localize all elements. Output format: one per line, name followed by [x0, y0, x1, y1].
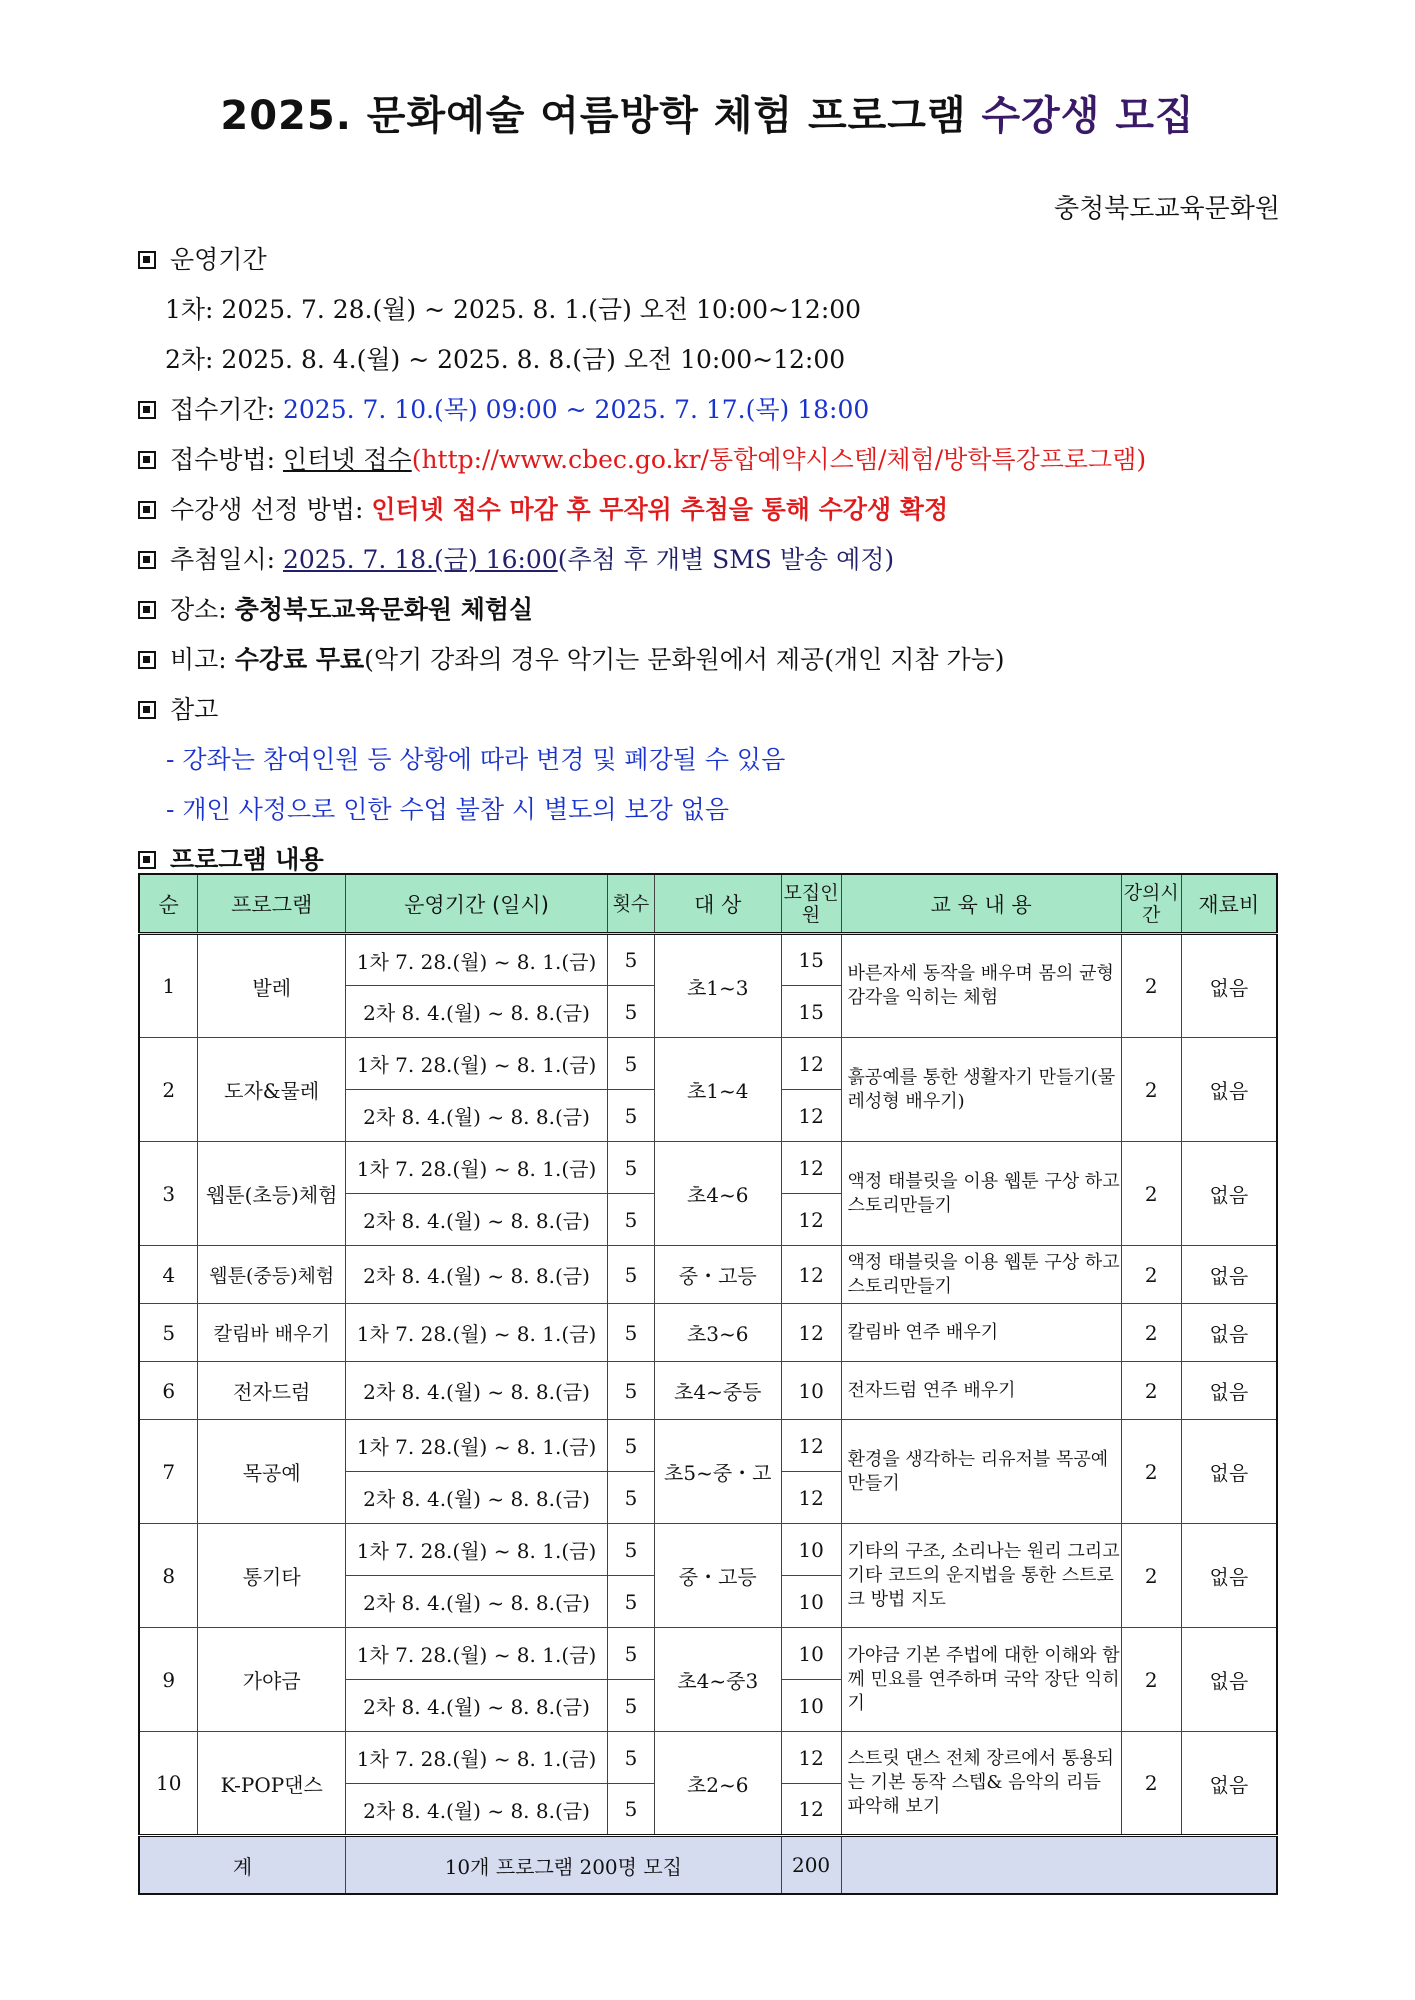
section-period: 운영기간: [138, 240, 267, 276]
cell-count: 5: [607, 1362, 654, 1420]
table-total-row: [139, 1836, 1277, 1895]
cell-period: 2차 8. 4.(월) ~ 8. 8.(금): [346, 1576, 608, 1628]
cell-content: 전자드럼 연주 배우기: [841, 1362, 1121, 1420]
cell-period: 1차 7. 28.(월) ~ 8. 1.(금): [346, 1304, 608, 1362]
cell-no: 2: [139, 1038, 198, 1142]
cell-fee: 없음: [1181, 1420, 1277, 1524]
cell-hours: 2: [1121, 1524, 1181, 1628]
cell-content: 환경을 생각하는 리유저블 목공예 만들기: [841, 1420, 1121, 1524]
cell-program: 발레: [198, 934, 346, 1038]
cell-hours: 2: [1121, 1304, 1181, 1362]
table-row: [139, 1362, 1277, 1420]
total-label: 계: [139, 1836, 346, 1895]
cell-no: 1: [139, 934, 198, 1038]
cell-capacity: 12: [781, 1194, 841, 1246]
cell-count: 5: [607, 1246, 654, 1304]
cell-count: 5: [607, 1194, 654, 1246]
cell-no: 7: [139, 1420, 198, 1524]
table-row: [139, 934, 1277, 986]
section-reception-period: 접수기간: 2025. 7. 10.(목) 09:00 ~ 2025. 7. 17.(목) 18:00: [138, 390, 869, 426]
section-remarks: 비고: 수강료 무료(악기 강좌의 경우 악기는 문화원에서 제공(개인 지참 가능): [138, 640, 1005, 676]
checkbox-square-icon: [138, 601, 156, 619]
checkbox-square-icon: [138, 701, 156, 719]
cell-target: 초2~6: [654, 1732, 781, 1836]
header-count: 횟수: [607, 874, 654, 934]
cell-period: 1차 7. 28.(월) ~ 8. 1.(금): [346, 1732, 608, 1784]
cell-period: 2차 8. 4.(월) ~ 8. 8.(금): [346, 986, 608, 1038]
reception-url: (http://www.cbec.go.kr/통합예약시스템/체험/방학특강프로그램): [411, 445, 1147, 474]
cell-count: 5: [607, 1576, 654, 1628]
header-period: 운영기간 (일시): [346, 874, 608, 934]
cell-capacity: 15: [781, 934, 841, 986]
table-row: [139, 1142, 1277, 1194]
total-summary: 10개 프로그램 200명 모집: [346, 1836, 782, 1895]
cell-fee: 없음: [1181, 1628, 1277, 1732]
cell-fee: 없음: [1181, 1038, 1277, 1142]
cell-hours: 2: [1121, 1732, 1181, 1836]
cell-content: 칼림바 연주 배우기: [841, 1304, 1121, 1362]
cell-capacity: 12: [781, 1732, 841, 1784]
cell-capacity: 12: [781, 1090, 841, 1142]
cell-period: 1차 7. 28.(월) ~ 8. 1.(금): [346, 1142, 608, 1194]
cell-count: 5: [607, 1038, 654, 1090]
cell-count: 5: [607, 1524, 654, 1576]
cell-no: 9: [139, 1628, 198, 1732]
cell-count: 5: [607, 1472, 654, 1524]
checkbox-square-icon: [138, 401, 156, 419]
checkbox-square-icon: [138, 851, 156, 869]
cell-no: 10: [139, 1732, 198, 1836]
period-row-2: 2차: 2025. 8. 4.(월) ~ 2025. 8. 8.(금) 오전 10:00~12:00: [165, 345, 846, 374]
section-program-heading: 프로그램 내용: [138, 840, 324, 876]
section-place: 장소: 충청북도교육문화원 체험실: [138, 590, 533, 626]
cell-target: 초5~중・고: [654, 1420, 781, 1524]
cell-period: 2차 8. 4.(월) ~ 8. 8.(금): [346, 1246, 608, 1304]
checkbox-square-icon: [138, 501, 156, 519]
cell-count: 5: [607, 1784, 654, 1836]
cell-capacity: 12: [781, 1784, 841, 1836]
cell-count: 5: [607, 1420, 654, 1472]
cell-capacity: 12: [781, 1142, 841, 1194]
cell-period: 1차 7. 28.(월) ~ 8. 1.(금): [346, 1524, 608, 1576]
page-title: 2025. 문화예술 여름방학 체험 프로그램 수강생 모집: [220, 93, 1195, 139]
cell-program: 통기타: [198, 1524, 346, 1628]
cell-program: K-POP댄스: [198, 1732, 346, 1836]
table-row: [139, 1038, 1277, 1090]
cell-hours: 2: [1121, 1420, 1181, 1524]
table-row: [139, 1246, 1277, 1304]
cell-capacity: 10: [781, 1524, 841, 1576]
cell-program: 웹툰(초등)체험: [198, 1142, 346, 1246]
cell-content: 흙공예를 통한 생활자기 만들기(물레성형 배우기): [841, 1038, 1121, 1142]
cell-hours: 2: [1121, 1038, 1181, 1142]
cell-capacity: 12: [781, 1472, 841, 1524]
cell-hours: 2: [1121, 1142, 1181, 1246]
checkbox-square-icon: [138, 251, 156, 269]
cell-target: 초4~6: [654, 1142, 781, 1246]
cell-content: 기타의 구조, 소리나는 원리 그리고 기타 코드의 운지법을 통한 스트로크 방법 지도: [841, 1524, 1121, 1628]
cell-period: 1차 7. 28.(월) ~ 8. 1.(금): [346, 934, 608, 986]
cell-program: 가야금: [198, 1628, 346, 1732]
cell-no: 5: [139, 1304, 198, 1362]
total-count: 200: [781, 1836, 841, 1895]
cell-capacity: 12: [781, 1246, 841, 1304]
cell-target: 초3~6: [654, 1304, 781, 1362]
checkbox-square-icon: [138, 451, 156, 469]
header-fee: 재료비: [1181, 874, 1277, 934]
section-reception-method: 접수방법: 인터넷 접수(http://www.cbec.go.kr/통합예약시스템/체험/방학특강프로그램): [138, 440, 1146, 476]
table-row: [139, 1524, 1277, 1576]
cell-content: 바른자세 동작을 배우며 몸의 균형감각을 익히는 체험: [841, 934, 1121, 1038]
cell-target: 초4~중3: [654, 1628, 781, 1732]
cell-target: 중・고등: [654, 1524, 781, 1628]
cell-content: 액정 태블릿을 이용 웹툰 구상 하고 스토리만들기: [841, 1246, 1121, 1304]
table-row: [139, 1732, 1277, 1784]
section-reference: 참고: [138, 690, 218, 726]
cell-capacity: 10: [781, 1628, 841, 1680]
cell-count: 5: [607, 1680, 654, 1732]
cell-hours: 2: [1121, 1246, 1181, 1304]
cell-content: 가야금 기본 주법에 대한 이해와 함께 민요를 연주하며 국악 장단 익히기: [841, 1628, 1121, 1732]
cell-fee: 없음: [1181, 1304, 1277, 1362]
cell-count: 5: [607, 1732, 654, 1784]
cell-period: 2차 8. 4.(월) ~ 8. 8.(금): [346, 1090, 608, 1142]
cell-content: 액정 태블릿을 이용 웹툰 구상 하고 스토리만들기: [841, 1142, 1121, 1246]
header-hours: 강의시간: [1121, 874, 1181, 934]
cell-capacity: 15: [781, 986, 841, 1038]
organization-name: 충청북도교육문화원: [1053, 194, 1280, 224]
cell-period: 2차 8. 4.(월) ~ 8. 8.(금): [346, 1194, 608, 1246]
cell-fee: 없음: [1181, 1246, 1277, 1304]
cell-fee: 없음: [1181, 934, 1277, 1038]
cell-target: 중・고등: [654, 1246, 781, 1304]
cell-hours: 2: [1121, 1362, 1181, 1420]
cell-fee: 없음: [1181, 1732, 1277, 1836]
reference-note-2: - 개인 사정으로 인한 수업 불참 시 별도의 보강 없음: [166, 795, 729, 824]
reference-note-1: - 강좌는 참여인원 등 상황에 따라 변경 및 폐강될 수 있음: [166, 745, 786, 774]
cell-period: 1차 7. 28.(월) ~ 8. 1.(금): [346, 1038, 608, 1090]
table-row: [139, 1628, 1277, 1680]
cell-count: 5: [607, 1628, 654, 1680]
cell-fee: 없음: [1181, 1142, 1277, 1246]
header-no: 순: [139, 874, 198, 934]
header-target: 대 상: [654, 874, 781, 934]
cell-count: 5: [607, 1142, 654, 1194]
cell-fee: 없음: [1181, 1362, 1277, 1420]
cell-count: 5: [607, 986, 654, 1038]
cell-period: 1차 7. 28.(월) ~ 8. 1.(금): [346, 1420, 608, 1472]
cell-program: 웹툰(중등)체험: [198, 1246, 346, 1304]
cell-hours: 2: [1121, 934, 1181, 1038]
cell-hours: 2: [1121, 1628, 1181, 1732]
cell-period: 2차 8. 4.(월) ~ 8. 8.(금): [346, 1784, 608, 1836]
cell-capacity: 12: [781, 1038, 841, 1090]
header-program: 프로그램: [198, 874, 346, 934]
cell-capacity: 12: [781, 1420, 841, 1472]
header-capacity: 모집인원: [781, 874, 841, 934]
cell-capacity: 10: [781, 1680, 841, 1732]
section-draw-date: 추첨일시: 2025. 7. 18.(금) 16:00(추첨 후 개별 SMS 발송 예정): [138, 540, 894, 576]
cell-capacity: 10: [781, 1576, 841, 1628]
cell-capacity: 12: [781, 1304, 841, 1362]
cell-no: 8: [139, 1524, 198, 1628]
header-content: 교 육 내 용: [841, 874, 1121, 934]
cell-count: 5: [607, 934, 654, 986]
total-empty: [841, 1836, 1277, 1895]
cell-program: 목공예: [198, 1420, 346, 1524]
cell-period: 1차 7. 28.(월) ~ 8. 1.(금): [346, 1628, 608, 1680]
cell-no: 4: [139, 1246, 198, 1304]
cell-target: 초1~4: [654, 1038, 781, 1142]
cell-fee: 없음: [1181, 1524, 1277, 1628]
cell-no: 3: [139, 1142, 198, 1246]
cell-period: 2차 8. 4.(월) ~ 8. 8.(금): [346, 1362, 608, 1420]
cell-target: 초4~중등: [654, 1362, 781, 1420]
period-row-1: 1차: 2025. 7. 28.(월) ~ 2025. 8. 1.(금) 오전 10:00~12:00: [165, 295, 862, 324]
program-table: [138, 873, 1278, 1895]
table-row: [139, 1304, 1277, 1362]
checkbox-square-icon: [138, 651, 156, 669]
table-header-row: [139, 874, 1277, 934]
cell-program: 전자드럼: [198, 1362, 346, 1420]
cell-no: 6: [139, 1362, 198, 1420]
section-selection: 수강생 선정 방법: 인터넷 접수 마감 후 무작위 추첨을 통해 수강생 확정: [138, 490, 948, 526]
cell-program: 도자&물레: [198, 1038, 346, 1142]
cell-period: 2차 8. 4.(월) ~ 8. 8.(금): [346, 1472, 608, 1524]
cell-program: 칼림바 배우기: [198, 1304, 346, 1362]
cell-count: 5: [607, 1090, 654, 1142]
checkbox-square-icon: [138, 551, 156, 569]
cell-period: 2차 8. 4.(월) ~ 8. 8.(금): [346, 1680, 608, 1732]
cell-capacity: 10: [781, 1362, 841, 1420]
cell-target: 초1~3: [654, 934, 781, 1038]
cell-count: 5: [607, 1304, 654, 1362]
cell-content: 스트릿 댄스 전체 장르에서 통용되는 기본 동작 스텝& 음악의 리듬 파악해 보기: [841, 1732, 1121, 1836]
table-row: [139, 1420, 1277, 1472]
